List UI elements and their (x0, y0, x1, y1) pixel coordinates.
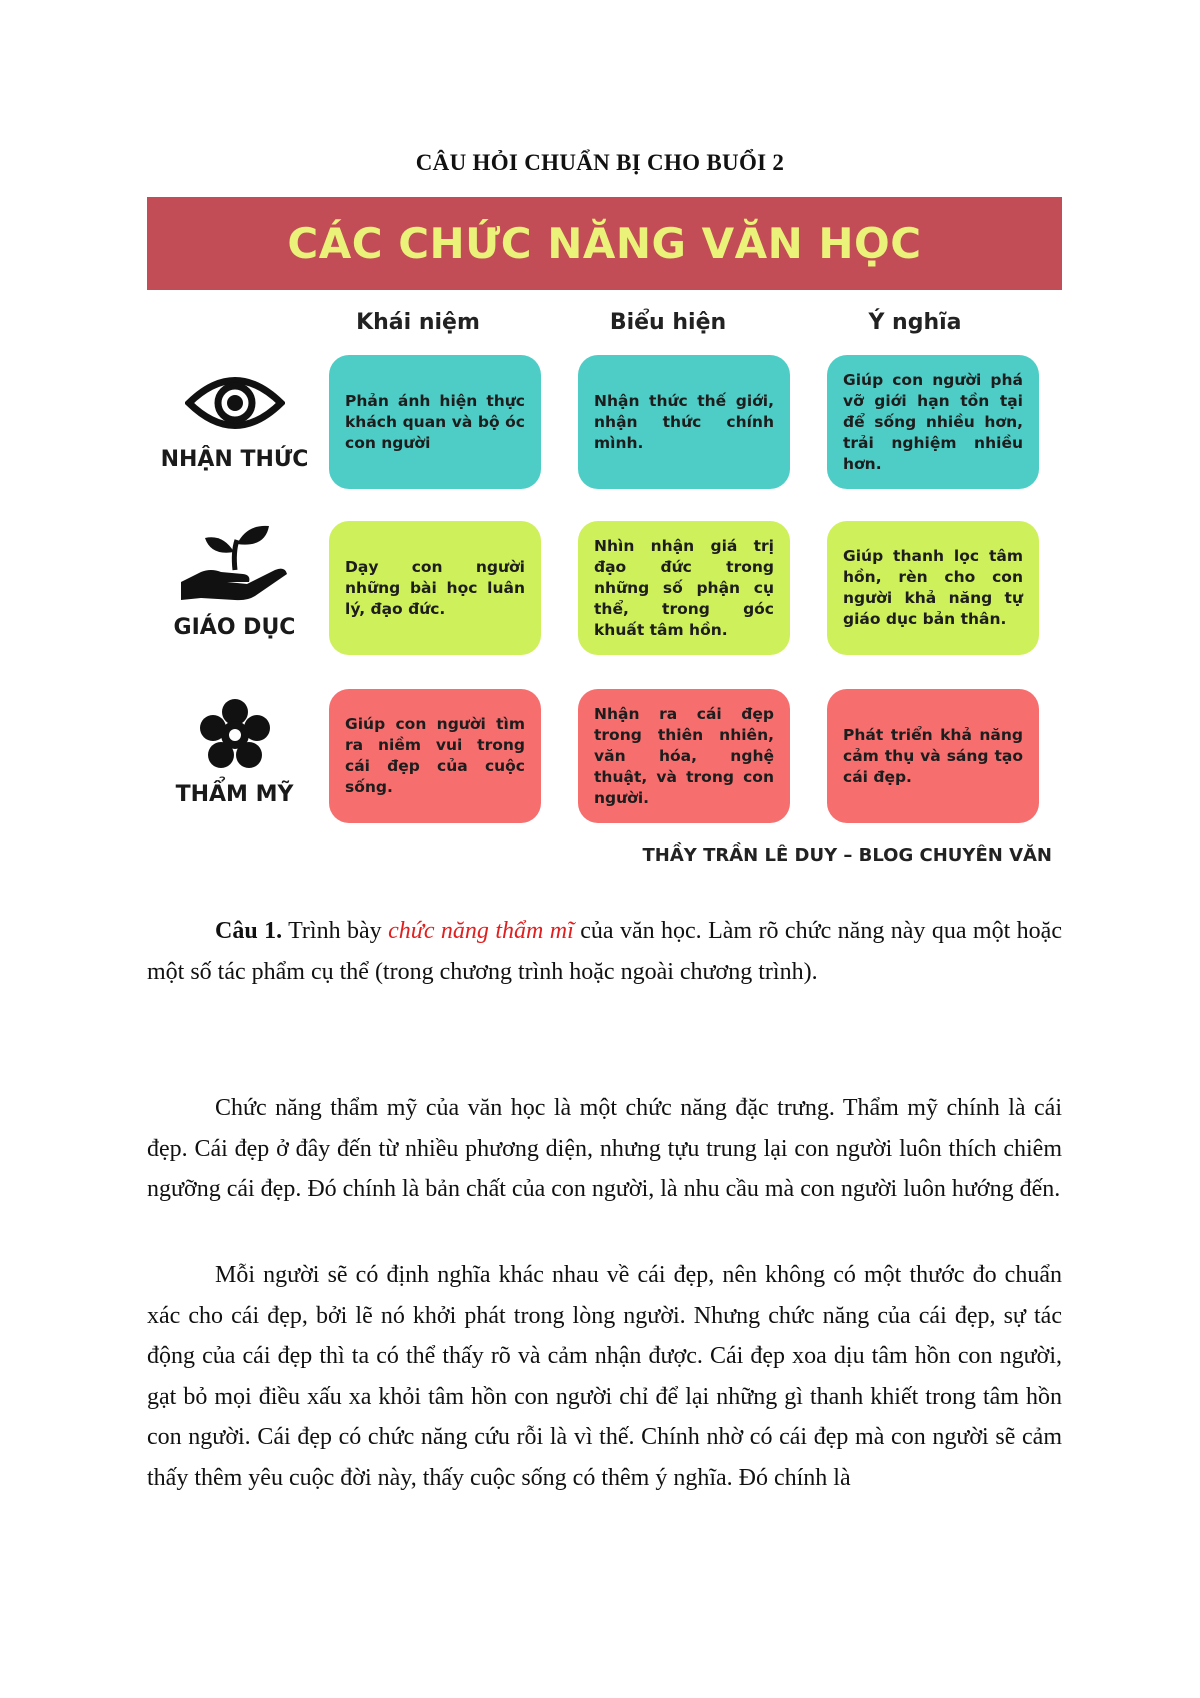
card-aesthetics-meaning (827, 689, 1039, 823)
card-cognition-concept (329, 355, 541, 489)
card-aesthetics-expression (578, 689, 790, 823)
eye-icon (185, 372, 285, 434)
banner-title: CÁC CHỨC NĂNG VĂN HỌC (287, 219, 922, 268)
row-label-cognition: NHẬN THỨC (160, 447, 309, 472)
card-text: Giúp thanh lọc tâm hồn, rèn cho con người khả năng tự giáo dục bản thân. (843, 547, 1023, 628)
infographic-credit: THẦY TRẦN LÊ DUY – BLOG CHUYÊN VĂN (642, 845, 1052, 866)
card-cognition-expression (578, 355, 790, 489)
question-highlight: chức năng thẩm mĩ (388, 918, 574, 944)
body-paragraph-1: Chức năng thẩm mỹ của văn học là một chức năng đặc trưng. Thẩm mỹ chính là cái đẹp. Cái đẹp ở đây đến từ nhiều phương diện, nhưng tựu trung lại con người luôn thích chiêm ngưỡng cái đẹp. Đó chính là bản chất của con người, là nhu cầu mà con người luôn hướng đến. (147, 1095, 1062, 1202)
column-header-expression: Biểu hiện (609, 310, 727, 335)
card-text: Giúp con người tìm ra niềm vui trong cái đẹp của cuộc sống. (345, 715, 525, 796)
card-education-expression (578, 521, 790, 655)
card-text: Phản ánh hiện thực khách quan và bộ óc con người (345, 391, 525, 452)
card-education-meaning (827, 521, 1039, 655)
card-text: Dạy con người những bài học luân lý, đạo đức. (345, 557, 525, 618)
card-education-concept (329, 521, 541, 655)
question-label: Câu 1. (215, 918, 283, 944)
card-text: Nhận ra cái đẹp trong thiên nhiên, văn hóa, nghệ thuật, và trong con người. (594, 704, 774, 807)
question-text-after: của văn học. Làm rõ chức năng này qua một hoặc một số tác phẩm cụ thể (trong chương trình hoặc ngoài chương trình). (147, 918, 1062, 985)
body-paragraph-2: Mỗi người sẽ có định nghĩa khác nhau về cái đẹp, nên không có một thước đo chuẩn xác cho cái đẹp, bởi lẽ nó khởi phát trong lòng người. Nhưng chức năng của cái đẹp, sự tác động của cái đẹp thì ta có thể thấy rõ và cảm nhận được. Cái đẹp xoa dịu tâm hồn con người, gạt bỏ mọi điều xấu xa khỏi tâm hồn con người chỉ để lại những gì thanh khiết trong tâm hồn con người. Cái đẹp có chức năng cứu rỗi là vì thế. Chính nhờ có cái đẹp mà con người sẽ cảm thấy thêm yêu cuộc đời này, thấy cuộc sống có thêm ý nghĩa. Đó chính là (147, 1262, 1062, 1491)
card-text: Nhận thức thế giới, nhận thức chính mình. (594, 391, 774, 452)
card-text: Phát triển khả năng cảm thụ và sáng tạo cái đẹp. (843, 725, 1023, 786)
plant-in-hand-icon (177, 522, 292, 604)
column-header-concept: Khái niệm (356, 310, 480, 335)
row-label-education: GIÁO DỤC (173, 615, 296, 640)
question-text-before: Trình bày (282, 918, 389, 944)
card-cognition-meaning (827, 355, 1039, 489)
card-aesthetics-concept (329, 689, 541, 823)
card-text: Giúp con người phá vỡ giới hạn tồn tại để sống nhiều hơn, trải nghiệm nhiều hơn. (843, 370, 1023, 473)
column-header-meaning: Ý nghĩa (868, 310, 962, 335)
question-paragraph (147, 911, 1062, 992)
row-label-aesthetics: THẨM MỸ (175, 782, 294, 807)
document-title: CÂU HỎI CHUẨN BỊ CHO BUỔI 2 (415, 150, 785, 175)
flower-icon (197, 697, 273, 773)
infographic-banner (147, 197, 1062, 290)
literature-functions-infographic (147, 197, 1062, 877)
card-text: Nhìn nhận giá trị đạo đức trong những số phận cụ thể, trong góc khuất tâm hồn. (594, 536, 774, 639)
